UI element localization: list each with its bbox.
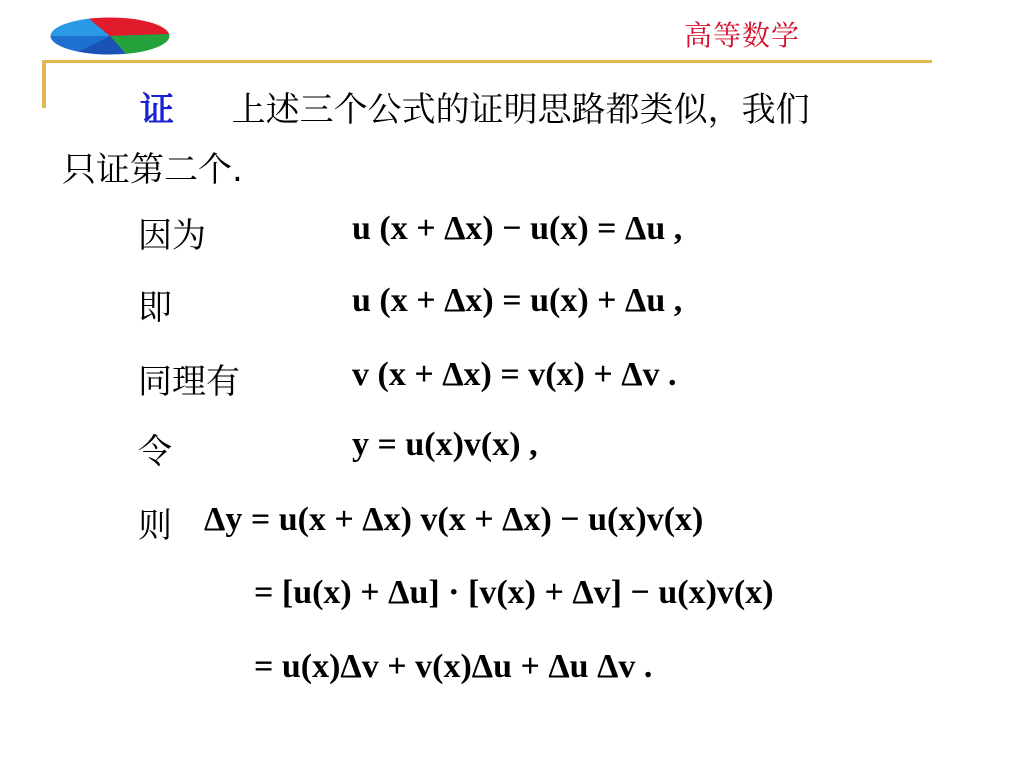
- formula-because: [352, 210, 682, 248]
- formula-similarly-text: v (x + Δx) = v(x) + Δv .: [352, 356, 677, 393]
- proof-label: 证: [140, 90, 174, 130]
- header-divider: [44, 60, 932, 63]
- formula-then-text: Δy = u(x + Δx) v(x + Δx) − u(x)v(x): [204, 501, 704, 538]
- row-label-then: 则: [138, 506, 172, 546]
- formula-continuation-1: = [u(x) + Δu] · [v(x) + Δv] − u(x)v(x): [254, 574, 774, 611]
- formula-continuation-2: = u(x)Δv + v(x)Δu + Δu Δv .: [254, 648, 653, 685]
- row-label-because: 因为: [138, 216, 206, 256]
- proof-intro-line1: [140, 82, 810, 131]
- formula-similarly: [352, 356, 677, 394]
- proof-intro-text: 上述三个公式的证明思路都类似，我们: [231, 90, 810, 130]
- formula-then: [204, 501, 703, 539]
- formula-let: [352, 426, 538, 464]
- side-divider: [42, 60, 46, 108]
- formula-let-text: y = u(x)v(x) ,: [352, 426, 538, 463]
- row-label-that-is: 即: [138, 288, 172, 328]
- formula-because-text: u (x + Δx) − u(x) = Δu ,: [352, 210, 683, 247]
- logo-icon: [48, 14, 172, 58]
- proof-intro-line2: 只证第二个.: [62, 150, 243, 190]
- row-label-let: 令: [138, 432, 172, 472]
- row-label-similarly: 同理有: [138, 362, 240, 402]
- page-title: 高等数学: [684, 19, 801, 52]
- formula-that-is: [352, 282, 682, 320]
- formula-that-is-text: u (x + Δx) = u(x) + Δu ,: [352, 282, 683, 319]
